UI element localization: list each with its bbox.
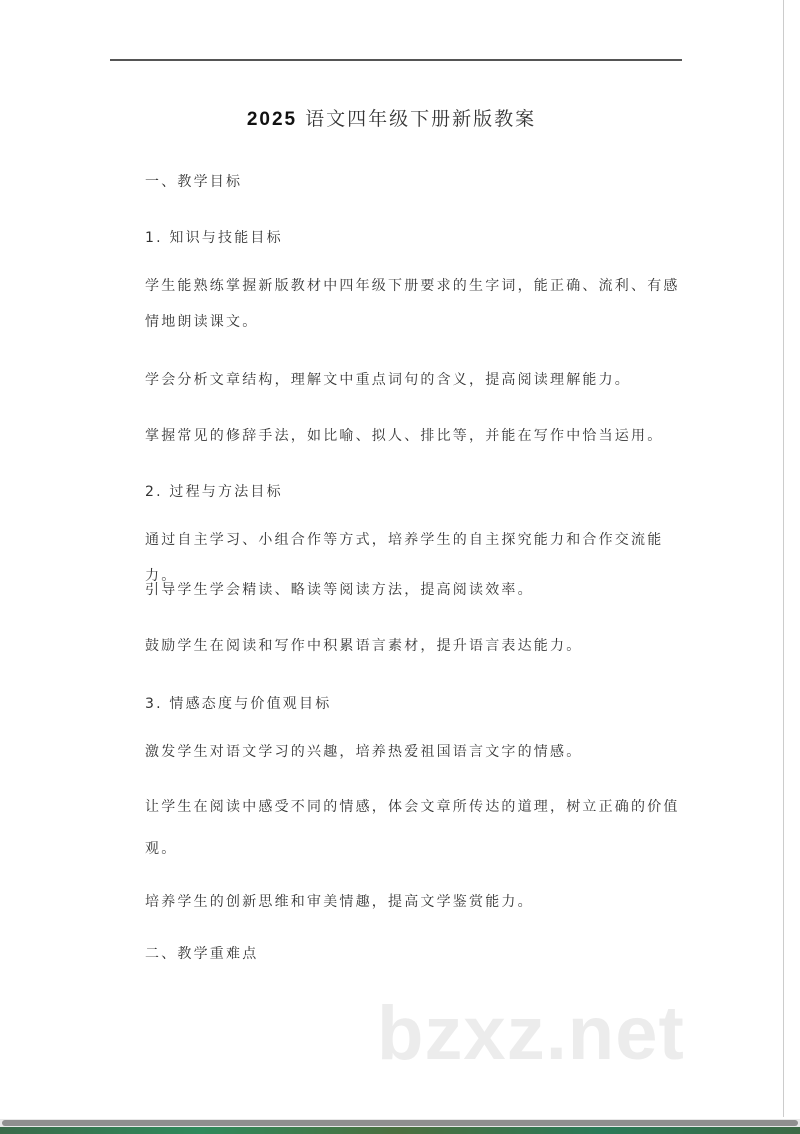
watermark: bzxz.net [377,991,685,1076]
paragraph: 学生能熟练掌握新版教材中四年级下册要求的生字词，能正确、流利、有感情地朗读课文。 [145,278,680,330]
paragraph: 通过自主学习、小组合作等方式，培养学生的自主探究能力和合作交流能力。 [145,532,664,584]
header-rule [110,59,682,61]
paragraph: 学会分析文章结构，理解文中重点词句的含义，提高阅读理解能力。 [145,372,631,388]
section-heading: 二、教学重难点 [145,946,259,962]
scrollbar-thumb[interactable] [2,1120,798,1126]
paragraph: 激发学生对语文学习的兴趣，培养热爱祖国语言文字的情感。 [145,744,583,760]
title-year: 2025 [246,109,298,130]
paragraph: 掌握常见的修辞手法，如比喻、拟人、排比等，并能在写作中恰当运用。 [145,428,664,444]
section-heading: 一、教学目标 [145,174,243,190]
title-text: 语文四年级下册新版教案 [305,108,537,130]
horizontal-scrollbar[interactable] [0,1119,800,1127]
document-title [0,104,783,131]
paragraph: 引导学生学会精读、略读等阅读方法，提高阅读效率。 [145,582,534,598]
paragraph: 培养学生的创新思维和审美情趣，提高文学鉴赏能力。 [145,894,534,910]
subsection-heading: 2. 过程与方法目标 [145,484,283,500]
paragraph: 让学生在阅读中感受不同的情感，体会文章所传达的道理，树立正确的价值观。 [145,799,680,857]
subsection-heading: 1. 知识与技能目标 [145,230,283,246]
background-strip [0,1127,800,1134]
subsection-heading: 3. 情感态度与价值观目标 [145,696,332,712]
paragraph: 鼓励学生在阅读和写作中积累语言素材，提升语言表达能力。 [145,638,583,654]
